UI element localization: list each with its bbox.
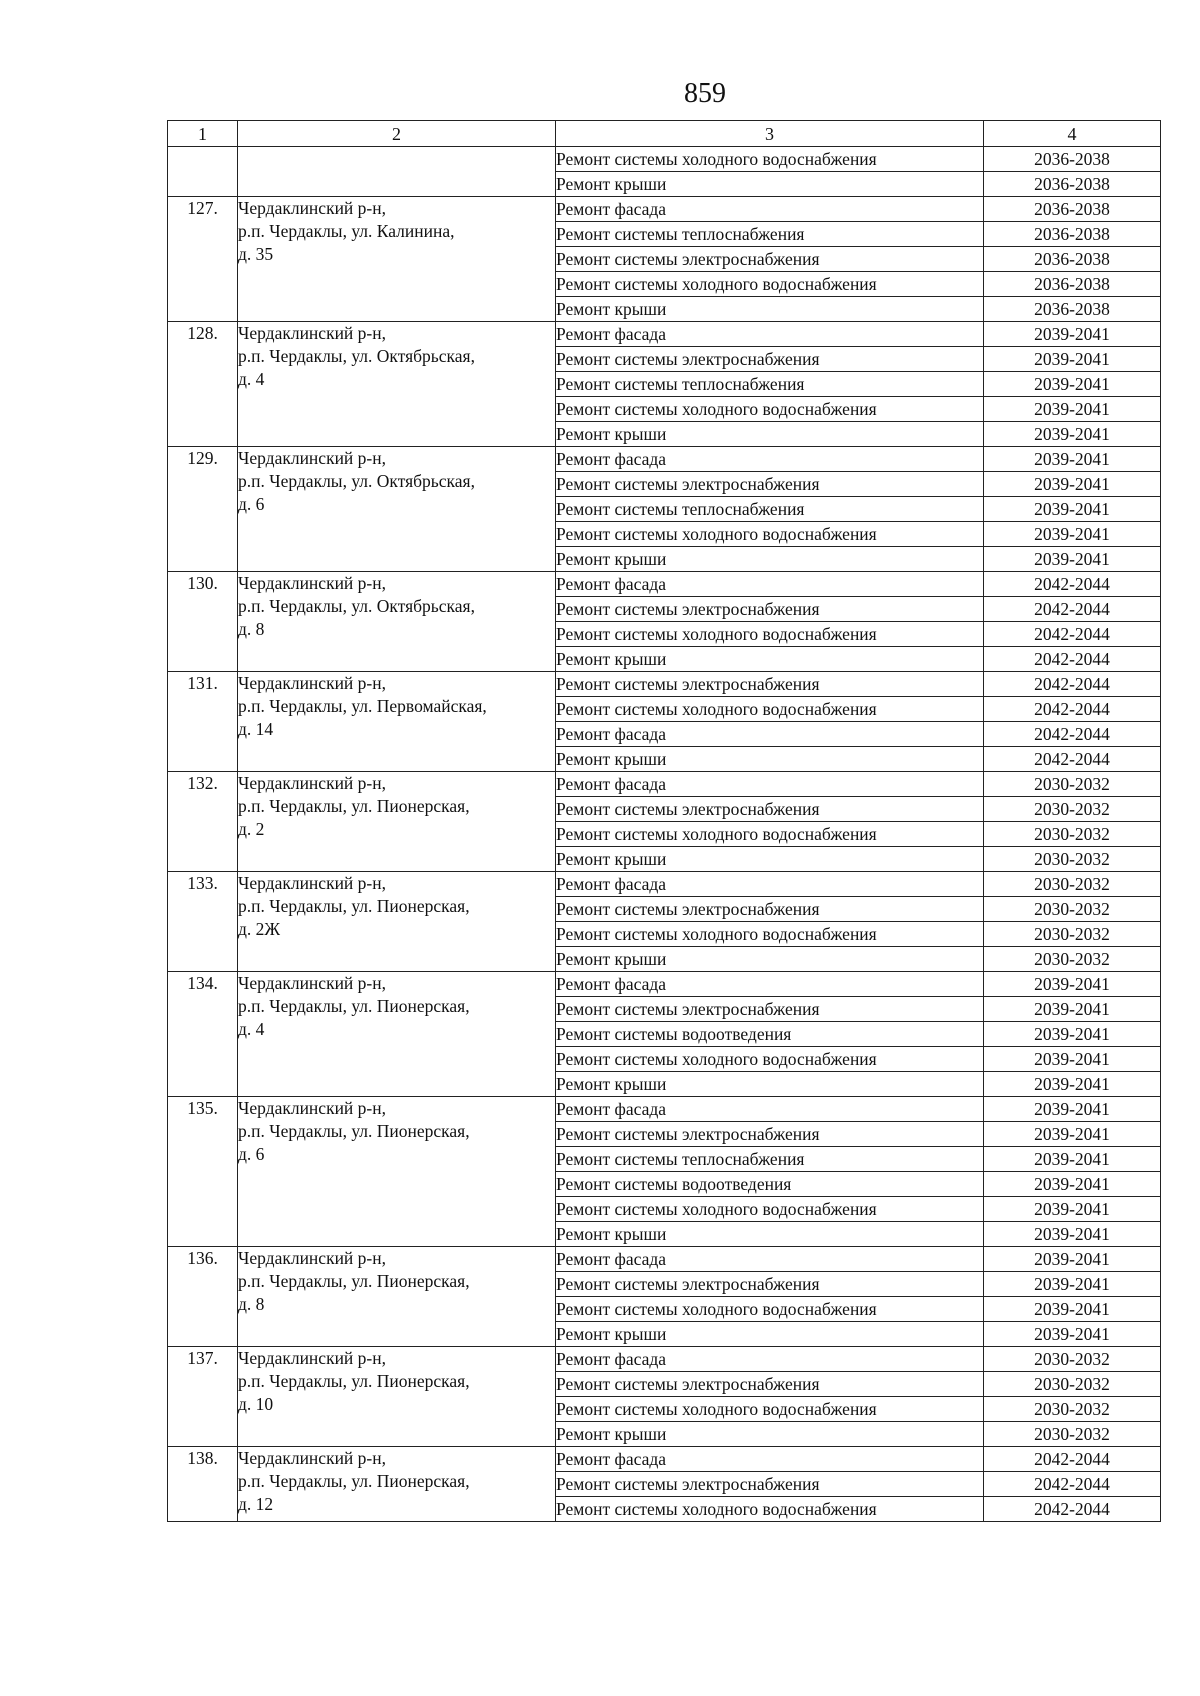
years-cell: 2039-2041 (984, 1047, 1161, 1072)
work-type-cell: Ремонт системы холодного водоснабжения (556, 1197, 984, 1222)
years-cell: 2039-2041 (984, 1297, 1161, 1322)
work-type-cell: Ремонт системы холодного водоснабжения (556, 622, 984, 647)
address-line: д. 14 (238, 719, 274, 739)
years-cell: 2039-2041 (984, 322, 1161, 347)
work-type-cell: Ремонт системы холодного водоснабжения (556, 697, 984, 722)
address-line: Чердаклинский р-н, (238, 323, 386, 343)
address-line: Чердаклинский р-н, (238, 448, 386, 468)
address-line: д. 4 (238, 369, 265, 389)
page-number: 859 (684, 78, 726, 109)
years-cell: 2039-2041 (984, 347, 1161, 372)
work-type-cell: Ремонт системы электроснабжения (556, 897, 984, 922)
table-row (168, 197, 1161, 222)
years-cell: 2030-2032 (984, 1347, 1161, 1372)
years-cell: 2042-2044 (984, 597, 1161, 622)
work-type-cell: Ремонт системы холодного водоснабжения (556, 272, 984, 297)
years-cell: 2039-2041 (984, 372, 1161, 397)
work-type-cell: Ремонт фасада (556, 197, 984, 222)
years-cell: 2039-2041 (984, 1322, 1161, 1347)
work-type-cell: Ремонт крыши (556, 1322, 984, 1347)
address-cell (238, 322, 556, 447)
column-header-3: 3 (556, 121, 984, 147)
address-line: р.п. Чердаклы, ул. Пионерская, (238, 1121, 470, 1141)
work-type-cell: Ремонт фасада (556, 572, 984, 597)
table-row (168, 972, 1161, 997)
years-cell: 2042-2044 (984, 622, 1161, 647)
address-line: Чердаклинский р-н, (238, 1098, 386, 1118)
address-line: р.п. Чердаклы, ул. Калинина, (238, 221, 455, 241)
years-cell: 2030-2032 (984, 947, 1161, 972)
address-line: р.п. Чердаклы, ул. Пионерская, (238, 1271, 470, 1291)
years-cell: 2039-2041 (984, 397, 1161, 422)
work-type-cell: Ремонт фасада (556, 872, 984, 897)
address-line: Чердаклинский р-н, (238, 673, 386, 693)
years-cell: 2039-2041 (984, 997, 1161, 1022)
address-line: д. 6 (238, 1144, 265, 1164)
years-cell: 2042-2044 (984, 647, 1161, 672)
work-type-cell: Ремонт фасада (556, 1447, 984, 1472)
table-row (168, 1447, 1161, 1472)
work-type-cell: Ремонт крыши (556, 1222, 984, 1247)
work-type-cell: Ремонт системы холодного водоснабжения (556, 1297, 984, 1322)
address-line: д. 8 (238, 619, 265, 639)
object-number-cell: 132. (168, 772, 238, 872)
work-type-cell: Ремонт фасада (556, 1247, 984, 1272)
table-body (168, 147, 1161, 1522)
years-cell: 2039-2041 (984, 972, 1161, 997)
work-type-cell: Ремонт системы электроснабжения (556, 247, 984, 272)
column-header-4: 4 (984, 121, 1161, 147)
address-line: д. 8 (238, 1294, 265, 1314)
years-cell: 2039-2041 (984, 547, 1161, 572)
object-number-cell: 127. (168, 197, 238, 322)
years-cell: 2039-2041 (984, 1197, 1161, 1222)
table-row (168, 447, 1161, 472)
work-type-cell: Ремонт системы электроснабжения (556, 1272, 984, 1297)
object-number-cell: 129. (168, 447, 238, 572)
years-cell: 2042-2044 (984, 747, 1161, 772)
address-cell (238, 872, 556, 972)
table-row (168, 147, 1161, 172)
work-type-cell: Ремонт системы теплоснабжения (556, 222, 984, 247)
work-type-cell: Ремонт системы теплоснабжения (556, 372, 984, 397)
work-type-cell: Ремонт крыши (556, 172, 984, 197)
object-number-cell: 131. (168, 672, 238, 772)
address-line: д. 10 (238, 1394, 274, 1414)
work-type-cell: Ремонт системы холодного водоснабжения (556, 397, 984, 422)
years-cell: 2039-2041 (984, 1122, 1161, 1147)
work-type-cell: Ремонт крыши (556, 647, 984, 672)
object-number-cell: 138. (168, 1447, 238, 1522)
work-type-cell: Ремонт крыши (556, 947, 984, 972)
address-line: р.п. Чердаклы, ул. Пионерская, (238, 896, 470, 916)
work-type-cell: Ремонт системы холодного водоснабжения (556, 822, 984, 847)
address-line: Чердаклинский р-н, (238, 573, 386, 593)
years-cell: 2039-2041 (984, 1222, 1161, 1247)
years-cell: 2039-2041 (984, 522, 1161, 547)
object-number-cell: 137. (168, 1347, 238, 1447)
object-number-cell: 133. (168, 872, 238, 972)
address-line: Чердаклинский р-н, (238, 1448, 386, 1468)
address-line: р.п. Чердаклы, ул. Октябрьская, (238, 596, 475, 616)
object-number-cell: 136. (168, 1247, 238, 1347)
work-type-cell: Ремонт системы электроснабжения (556, 997, 984, 1022)
table-row (168, 672, 1161, 697)
address-line: р.п. Чердаклы, ул. Пионерская, (238, 996, 470, 1016)
years-cell: 2039-2041 (984, 422, 1161, 447)
years-cell: 2030-2032 (984, 1397, 1161, 1422)
address-cell (238, 672, 556, 772)
object-number-cell: 128. (168, 322, 238, 447)
address-cell (238, 1247, 556, 1347)
work-type-cell: Ремонт системы электроснабжения (556, 347, 984, 372)
years-cell: 2039-2041 (984, 1172, 1161, 1197)
years-cell: 2030-2032 (984, 872, 1161, 897)
work-type-cell: Ремонт фасада (556, 322, 984, 347)
work-type-cell: Ремонт системы водоотведения (556, 1022, 984, 1047)
address-cell (238, 147, 556, 197)
work-type-cell: Ремонт крыши (556, 297, 984, 322)
address-cell (238, 772, 556, 872)
years-cell: 2039-2041 (984, 1272, 1161, 1297)
address-line: р.п. Чердаклы, ул. Пионерская, (238, 1471, 470, 1491)
column-header-1: 1 (168, 121, 238, 147)
work-type-cell: Ремонт системы холодного водоснабжения (556, 522, 984, 547)
address-line: Чердаклинский р-н, (238, 873, 386, 893)
table-row (168, 1347, 1161, 1372)
years-cell: 2030-2032 (984, 897, 1161, 922)
work-type-cell: Ремонт системы теплоснабжения (556, 1147, 984, 1172)
address-line: д. 2 (238, 819, 265, 839)
years-cell: 2030-2032 (984, 797, 1161, 822)
work-type-cell: Ремонт крыши (556, 547, 984, 572)
address-line: д. 6 (238, 494, 265, 514)
work-type-cell: Ремонт фасада (556, 447, 984, 472)
years-cell: 2036-2038 (984, 247, 1161, 272)
address-line: д. 2Ж (238, 919, 281, 939)
table-row (168, 572, 1161, 597)
address-line: Чердаклинский р-н, (238, 1348, 386, 1368)
years-cell: 2036-2038 (984, 222, 1161, 247)
years-cell: 2030-2032 (984, 1372, 1161, 1397)
years-cell: 2039-2041 (984, 1097, 1161, 1122)
work-type-cell: Ремонт системы водоотведения (556, 1172, 984, 1197)
work-type-cell: Ремонт системы холодного водоснабжения (556, 1397, 984, 1422)
address-cell (238, 1097, 556, 1247)
work-type-cell: Ремонт крыши (556, 422, 984, 447)
work-type-cell: Ремонт системы электроснабжения (556, 797, 984, 822)
years-cell: 2036-2038 (984, 172, 1161, 197)
address-line: р.п. Чердаклы, ул. Пионерская, (238, 796, 470, 816)
address-line: д. 12 (238, 1494, 274, 1514)
address-cell (238, 1347, 556, 1447)
object-number-cell: 130. (168, 572, 238, 672)
header-row (168, 121, 1161, 147)
address-line: р.п. Чердаклы, ул. Октябрьская, (238, 471, 475, 491)
work-type-cell: Ремонт фасада (556, 772, 984, 797)
address-line: Чердаклинский р-н, (238, 198, 386, 218)
work-type-cell: Ремонт системы теплоснабжения (556, 497, 984, 522)
years-cell: 2036-2038 (984, 297, 1161, 322)
table-row (168, 1247, 1161, 1272)
work-type-cell: Ремонт системы электроснабжения (556, 472, 984, 497)
column-header-2: 2 (238, 121, 556, 147)
address-line: д. 35 (238, 244, 274, 264)
years-cell: 2042-2044 (984, 1472, 1161, 1497)
years-cell: 2030-2032 (984, 822, 1161, 847)
years-cell: 2036-2038 (984, 272, 1161, 297)
object-number-cell: 134. (168, 972, 238, 1097)
years-cell: 2042-2044 (984, 572, 1161, 597)
years-cell: 2039-2041 (984, 447, 1161, 472)
work-type-cell: Ремонт системы электроснабжения (556, 1472, 984, 1497)
address-cell (238, 197, 556, 322)
work-type-cell: Ремонт системы электроснабжения (556, 597, 984, 622)
work-type-cell: Ремонт фасада (556, 722, 984, 747)
address-line: р.п. Чердаклы, ул. Пионерская, (238, 1371, 470, 1391)
years-cell: 2039-2041 (984, 1247, 1161, 1272)
address-line: р.п. Чердаклы, ул. Первомайская, (238, 696, 487, 716)
table-row (168, 1097, 1161, 1122)
work-type-cell: Ремонт фасада (556, 1097, 984, 1122)
years-cell: 2030-2032 (984, 922, 1161, 947)
address-cell (238, 972, 556, 1097)
address-cell (238, 1447, 556, 1522)
years-cell: 2042-2044 (984, 1447, 1161, 1472)
work-type-cell: Ремонт системы холодного водоснабжения (556, 1497, 984, 1522)
repair-schedule-table (167, 120, 1161, 1522)
address-line: Чердаклинский р-н, (238, 773, 386, 793)
years-cell: 2039-2041 (984, 472, 1161, 497)
work-type-cell: Ремонт системы электроснабжения (556, 1372, 984, 1397)
address-line: Чердаклинский р-н, (238, 1248, 386, 1268)
years-cell: 2042-2044 (984, 1497, 1161, 1522)
address-line: д. 4 (238, 1019, 265, 1039)
years-cell: 2036-2038 (984, 147, 1161, 172)
table-row (168, 322, 1161, 347)
work-type-cell: Ремонт крыши (556, 1072, 984, 1097)
years-cell: 2030-2032 (984, 772, 1161, 797)
work-type-cell: Ремонт системы холодного водоснабжения (556, 147, 984, 172)
years-cell: 2042-2044 (984, 672, 1161, 697)
work-type-cell: Ремонт системы электроснабжения (556, 672, 984, 697)
years-cell: 2030-2032 (984, 847, 1161, 872)
work-type-cell: Ремонт системы холодного водоснабжения (556, 1047, 984, 1072)
work-type-cell: Ремонт крыши (556, 747, 984, 772)
object-number-cell: 135. (168, 1097, 238, 1247)
object-number-cell (168, 147, 238, 197)
years-cell: 2036-2038 (984, 197, 1161, 222)
years-cell: 2039-2041 (984, 1022, 1161, 1047)
work-type-cell: Ремонт крыши (556, 1422, 984, 1447)
work-type-cell: Ремонт фасада (556, 1347, 984, 1372)
table-row (168, 772, 1161, 797)
years-cell: 2042-2044 (984, 722, 1161, 747)
years-cell: 2039-2041 (984, 1147, 1161, 1172)
years-cell: 2039-2041 (984, 1072, 1161, 1097)
years-cell: 2042-2044 (984, 697, 1161, 722)
table-row (168, 872, 1161, 897)
years-cell: 2030-2032 (984, 1422, 1161, 1447)
address-line: Чердаклинский р-н, (238, 973, 386, 993)
address-line: р.п. Чердаклы, ул. Октябрьская, (238, 346, 475, 366)
work-type-cell: Ремонт системы электроснабжения (556, 1122, 984, 1147)
address-cell (238, 572, 556, 672)
years-cell: 2039-2041 (984, 497, 1161, 522)
work-type-cell: Ремонт крыши (556, 847, 984, 872)
address-cell (238, 447, 556, 572)
work-type-cell: Ремонт фасада (556, 972, 984, 997)
work-type-cell: Ремонт системы холодного водоснабжения (556, 922, 984, 947)
